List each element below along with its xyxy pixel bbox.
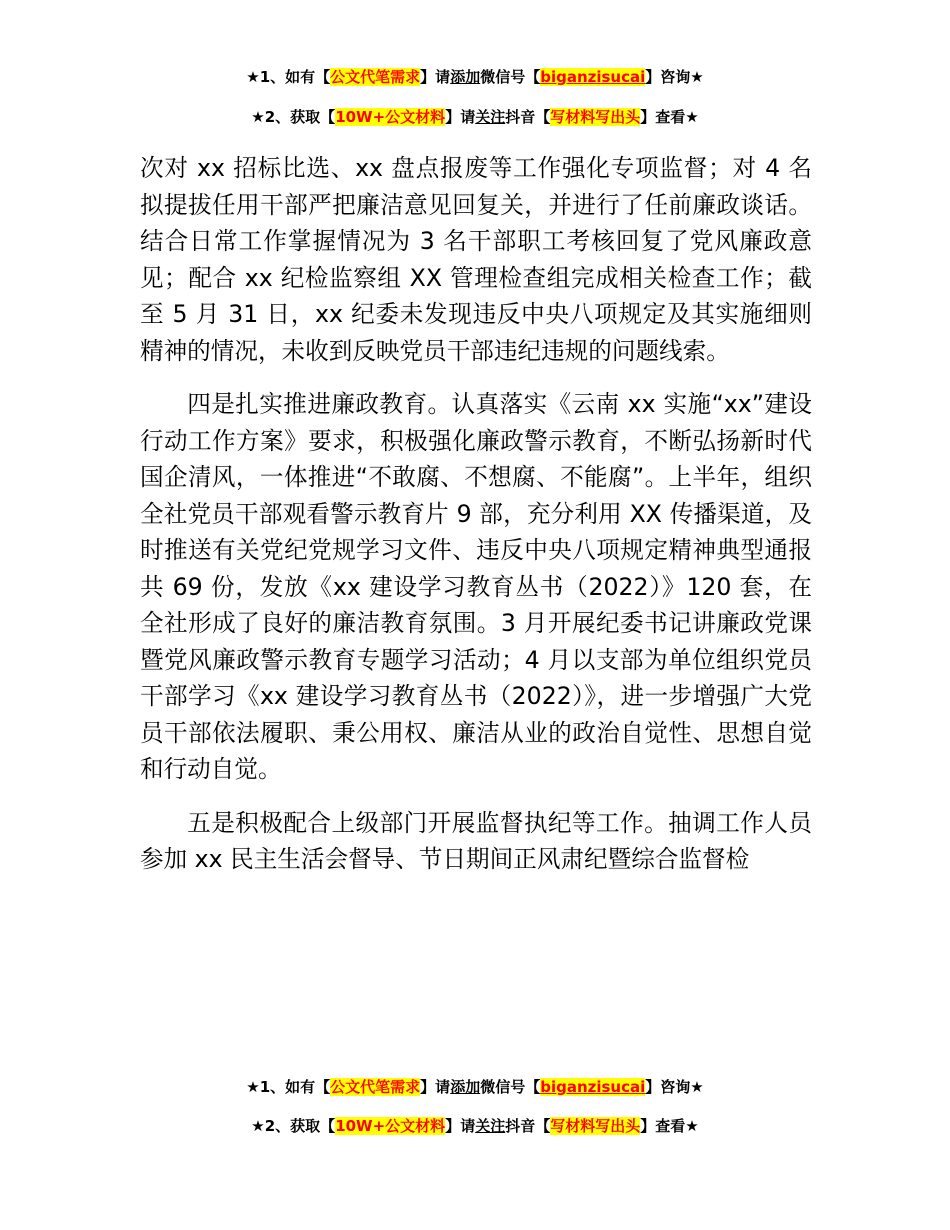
banner-text: 微信号【 [480, 1078, 541, 1096]
banner-text: ★2、获取【 [251, 1117, 336, 1135]
highlight-materials: 10W+公文材料 [335, 1117, 446, 1135]
banner-text: 抖音【 [505, 1117, 551, 1135]
banner-text: 】查看★ [640, 1117, 699, 1135]
highlight-service: 公文代笔需求 [330, 1078, 421, 1096]
banner-text: 】咨询★ [645, 68, 704, 86]
highlight-wechat-id: biganzisucai [540, 1078, 646, 1096]
underlined-word: 添加 [450, 68, 481, 86]
document-body [140, 150, 812, 878]
highlight-douyin: 写材料写出头 [550, 108, 641, 126]
paragraph-supervision: 五是积极配合上级部门开展监督执纪等工作。抽调工作人员参加 xx 民主生活会督导、节日期间正风肃纪暨综合监督检 [140, 808, 812, 873]
banner-text: 】请 [420, 1078, 451, 1096]
top-banner-line-1 [0, 66, 950, 88]
bottom-banner-line-1 [0, 1076, 950, 1098]
top-banner-line-2 [0, 106, 950, 128]
underlined-word: 关注 [475, 1117, 506, 1135]
highlight-service: 公文代笔需求 [330, 68, 421, 86]
banner-text: ★2、获取【 [251, 108, 336, 126]
banner-text: 抖音【 [505, 108, 551, 126]
banner-text: 】查看★ [640, 108, 699, 126]
banner-text: 】请 [445, 108, 476, 126]
highlight-wechat-id: biganzisucai [540, 68, 646, 86]
banner-text: ★1、如有【 [246, 1078, 331, 1096]
paragraph-continued: 次对 xx 招标比选、xx 盘点报废等工作强化专项监督；对 4 名拟提拔任用干部严把廉洁意见回复关，并进行了任前廉政谈话。结合日常工作掌握情况为 3 名干部职工考核回复了党风廉政意见；配合 xx 纪检监察组 XX 管理检查组完成相关检查工作；截至 5 月 31 日，xx 纪委未发现违反中央八项规定及其实施细则精神的情况，未收到反映党员干部违纪违规的问题线索。 [140, 154, 812, 365]
bottom-banner-line-2 [0, 1115, 950, 1137]
highlight-materials: 10W+公文材料 [335, 108, 446, 126]
banner-text: 】咨询★ [645, 1078, 704, 1096]
paragraph-education: 四是扎实推进廉政教育。认真落实《云南 xx 实施“xx”建设行动工作方案》要求，积极强化廉政警示教育，不断弘扬新时代国企清风，一体推进“不敢腐、不想腐、不能腐”。上半年，组织全社党员干部观看警示教育片 9 部，充分利用 XX 传播渠道，及时推送有关党纪党规学习文件、违反中央八项规定精神典型通报共 69 份，发放《xx 建设学习教育丛书（2022）》120 套，在全社形成了良好的廉洁教育氛围。3 月开展纪委书记讲廉政党课暨党风廉政警示教育专题学习活动；4 月以支部为单位组织党员干部学习《xx 建设学习教育丛书（2022）》，进一步增强广大党员干部依法履职、秉公用权、廉洁从业的政治自觉性、思想自觉和行动自觉。 [140, 390, 812, 783]
banner-text: 】请 [445, 1117, 476, 1135]
highlight-douyin: 写材料写出头 [550, 1117, 641, 1135]
banner-text: 微信号【 [480, 68, 541, 86]
banner-text: 】请 [420, 68, 451, 86]
underlined-word: 关注 [475, 108, 506, 126]
banner-text: ★1、如有【 [246, 68, 331, 86]
underlined-word: 添加 [450, 1078, 481, 1096]
